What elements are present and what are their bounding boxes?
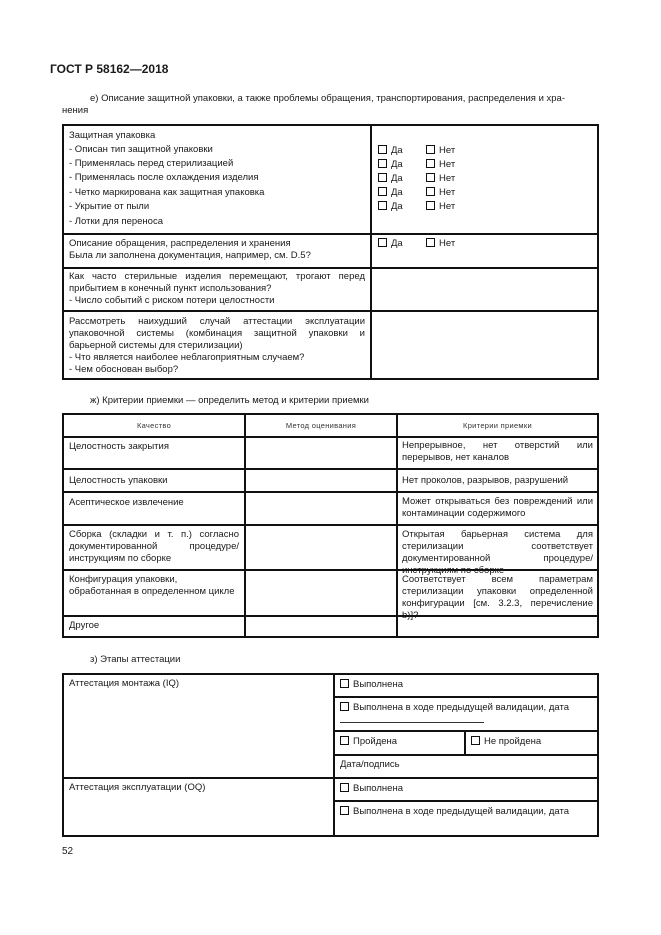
criteria-cell: Открытая барьерная система для стерилизации соответствует документированной процедуре/инструкциям по сборке	[402, 529, 593, 576]
table2-row-divider	[62, 524, 599, 526]
checkbox-icon[interactable]	[378, 159, 387, 168]
checkbox-icon[interactable]	[471, 736, 480, 745]
quality-cell: Сборка (складки и т. п.) согласно документированной процедуре/инструкциям по сборке	[69, 529, 239, 564]
no-option[interactable]: Нет	[426, 200, 455, 214]
column-header-method: Метод оценивания	[285, 421, 357, 430]
risk-events-item: - Число событий с риском потери целостности	[69, 295, 275, 306]
criteria-cell: Может открываться без повреждений или контаминации содержимого	[402, 496, 593, 519]
oq-label: Аттестация эксплуатации (OQ)	[69, 782, 206, 793]
yes-option[interactable]: Да	[378, 186, 403, 200]
checkbox-icon[interactable]	[378, 201, 387, 210]
yes-option[interactable]: Да	[378, 172, 403, 186]
oq-done-prev-option[interactable]: Выполнена в ходе предыдущей валидации, дата	[340, 805, 569, 819]
quality-cell: Асептическое извлечение	[69, 497, 184, 508]
documentation-question: Была ли заполнена документация, например, см. D.5?	[69, 250, 311, 261]
table1-row-divider	[62, 310, 599, 312]
column-header-criteria: Критерии приемки	[463, 421, 532, 430]
quality-cell: Целостность упаковки	[69, 475, 168, 486]
worst-case-item: - Чем обоснован выбор?	[69, 364, 179, 375]
section-e-title-line1: е) Описание защитной упаковки, а также проблемы обращения, транспортирования, распределения и хра-	[90, 93, 565, 104]
protective-packaging-heading: Защитная упаковка	[69, 130, 156, 141]
criteria-cell: Соответствует всем параметрам стерилизации упаковки определенной конфигурации [см. 3.2.3, перечисление b)]?	[402, 574, 593, 621]
yes-option[interactable]: Да	[378, 158, 403, 172]
iq-passed-option[interactable]: Пройдена	[340, 735, 397, 749]
iq-date-signature: Дата/подпись	[340, 759, 400, 770]
checkbox-icon[interactable]	[426, 187, 435, 196]
quality-cell: Целостность закрытия	[69, 441, 169, 452]
movement-question: Как часто стерильные изделия перемещают, трогают перед прибытием в конечный пункт использования?	[69, 271, 365, 294]
oq-done-option[interactable]: Выполнена	[340, 782, 403, 796]
no-option[interactable]: Нет	[426, 144, 455, 158]
checkbox-icon[interactable]	[378, 145, 387, 154]
yes-option[interactable]: Да	[378, 144, 403, 158]
table3-row-divider	[333, 696, 599, 698]
table1-row-divider	[62, 233, 599, 235]
column-header-quality: Качество	[136, 421, 172, 430]
quality-cell: Другое	[69, 620, 100, 631]
checkbox-icon[interactable]	[426, 145, 435, 154]
checkbox-icon[interactable]	[378, 187, 387, 196]
criteria-cell: Нет проколов, разрывов, разрушений	[402, 475, 569, 486]
checkbox-icon[interactable]	[426, 201, 435, 210]
worst-case-item: - Что является наиболее неблагоприятным случаем?	[69, 352, 305, 363]
checkbox-icon[interactable]	[340, 806, 349, 815]
section-z-title: з) Этапы аттестации	[90, 654, 181, 665]
yes-option[interactable]: Да	[378, 200, 403, 214]
checkbox-icon[interactable]	[340, 702, 349, 711]
iq-failed-option[interactable]: Не пройдена	[471, 735, 541, 749]
checkbox-icon[interactable]	[426, 159, 435, 168]
table3-row-divider	[333, 730, 599, 732]
item-label: - Укрытие от пыли	[69, 201, 150, 212]
document-id: ГОСТ Р 58162—2018	[50, 62, 169, 76]
table2-row-divider	[62, 468, 599, 470]
table2-row-divider	[62, 491, 599, 493]
quality-cell: Конфигурация упаковки, обработанная в определенном цикле	[69, 574, 235, 597]
item-label: - Лотки для переноса	[69, 216, 163, 227]
table3-sub-col-divider	[464, 730, 466, 754]
checkbox-icon[interactable]	[340, 736, 349, 745]
page-number: 52	[62, 846, 74, 857]
item-label: - Четко маркирована как защитная упаковка	[69, 187, 265, 198]
checkbox-icon[interactable]	[340, 783, 349, 792]
no-option[interactable]: Нет	[426, 237, 455, 251]
checkbox-icon[interactable]	[426, 173, 435, 182]
iq-label: Аттестация монтажа (IQ)	[69, 678, 180, 689]
table3-row-divider	[333, 800, 599, 802]
table1-row-divider	[62, 267, 599, 269]
table3-row-divider	[333, 754, 599, 756]
iq-done-option[interactable]: Выполнена	[340, 678, 403, 692]
no-option[interactable]: Нет	[426, 158, 455, 172]
checkbox-icon[interactable]	[378, 173, 387, 182]
item-label: - Описан тип защитной упаковки	[69, 144, 213, 155]
no-option[interactable]: Нет	[426, 172, 455, 186]
item-label: - Применялась перед стерилизацией	[69, 158, 234, 169]
table2-header-divider	[62, 436, 599, 438]
handling-description: Описание обращения, распределения и хранения	[69, 238, 291, 249]
checkbox-icon[interactable]	[426, 238, 435, 247]
yes-option[interactable]: Да	[378, 237, 403, 251]
item-label: - Применялась после охлаждения изделия	[69, 172, 259, 183]
table2-col-divider	[244, 413, 246, 638]
table3-row-divider	[62, 777, 599, 779]
iq-done-prev-option[interactable]: Выполнена в ходе предыдущей валидации, дата	[340, 701, 569, 715]
section-zh-title: ж) Критерии приемки — определить метод и критерии приемки	[90, 395, 369, 406]
criteria-cell: Непрерывное, нет отверстий или перерывов, нет каналов	[402, 440, 593, 463]
checkbox-icon[interactable]	[378, 238, 387, 247]
date-underline	[340, 722, 484, 723]
table1-col-divider	[370, 124, 372, 380]
worst-case-text: Рассмотреть наихудший случай аттестации эксплуатации упаковочной системы (комбинация защитной упаковки и барьерной системы для стерилизации)	[69, 316, 365, 351]
section-e-title-line2: нения	[62, 105, 89, 116]
table2-col-divider	[396, 413, 398, 638]
checkbox-icon[interactable]	[340, 679, 349, 688]
no-option[interactable]: Нет	[426, 186, 455, 200]
